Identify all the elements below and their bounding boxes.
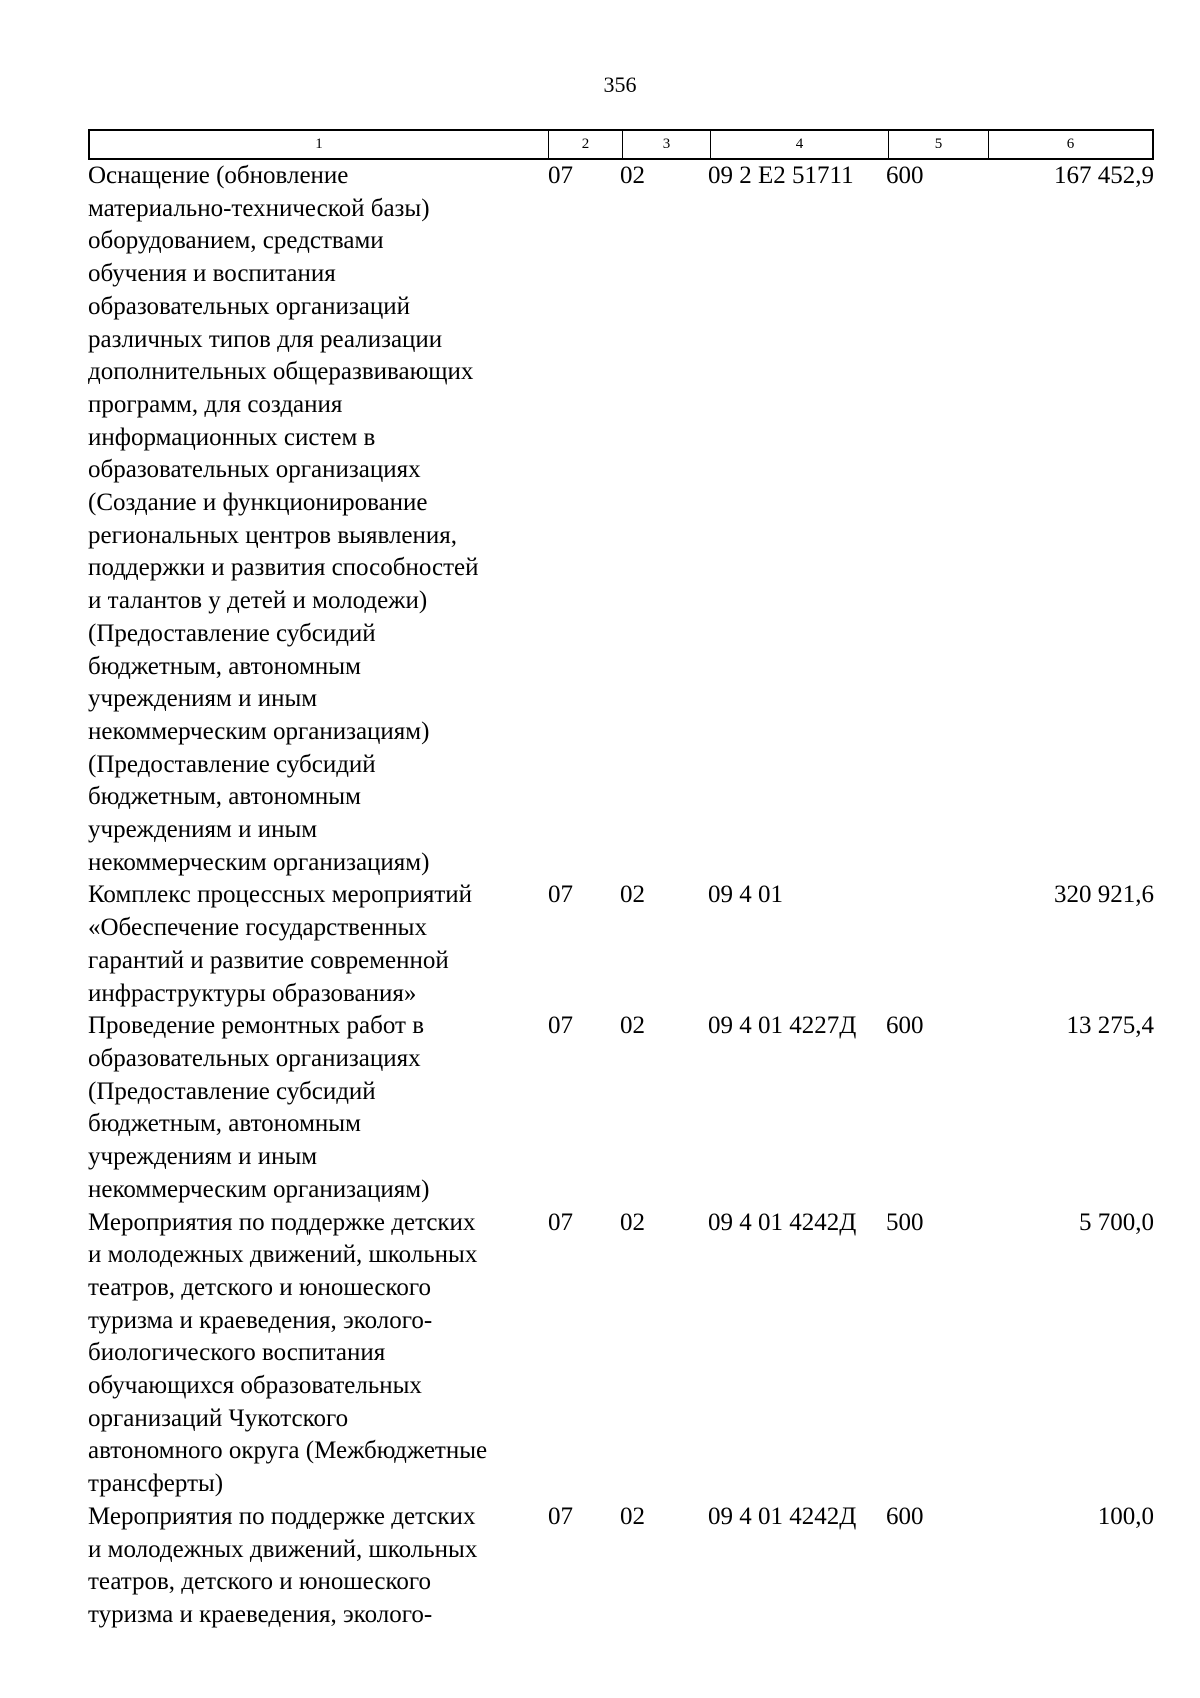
row-amount: 320 921,6 bbox=[1054, 881, 1154, 909]
page-number: 356 bbox=[603, 72, 637, 97]
row-target-article: 09 4 01 bbox=[708, 881, 783, 909]
row-expense-type: 600 bbox=[886, 162, 924, 189]
table-header bbox=[88, 129, 1154, 160]
table-row bbox=[88, 879, 1154, 1010]
row-target-article: 09 4 01 4227Д bbox=[708, 1012, 857, 1040]
row-name: Комплекс процессных мероприятий «Обеспечение государственных гарантий и развитие современной инфраструктуры образования» bbox=[88, 881, 473, 1007]
header-col-4: 4 bbox=[711, 131, 889, 158]
row-subsection: 02 bbox=[620, 162, 645, 189]
row-expense-type: 500 bbox=[886, 1208, 924, 1236]
row-section: 07 bbox=[548, 881, 573, 909]
row-subsection: 02 bbox=[620, 881, 645, 909]
row-subsection: 02 bbox=[620, 1502, 645, 1530]
header-col-2: 2 bbox=[549, 131, 623, 158]
table-row bbox=[88, 1207, 1154, 1501]
row-target-article: 09 4 01 4242Д bbox=[708, 1502, 857, 1530]
row-amount: 13 275,4 bbox=[1066, 1012, 1154, 1040]
row-section: 07 bbox=[548, 1208, 573, 1236]
row-expense-type: 600 bbox=[886, 1012, 924, 1040]
table-row bbox=[88, 1010, 1154, 1206]
row-section: 07 bbox=[548, 162, 573, 189]
row-amount: 100,0 bbox=[1097, 1502, 1154, 1530]
table-body bbox=[88, 160, 1154, 1632]
row-subsection: 02 bbox=[620, 1208, 645, 1236]
row-amount: 167 452,9 bbox=[1054, 162, 1154, 189]
row-section: 07 bbox=[548, 1012, 573, 1040]
header-col-3: 3 bbox=[623, 131, 711, 158]
row-name: Оснащение (обновление материально-технической базы) оборудованием, средствами обучения и воспитания образовательных организаций различных типов для реализации дополнительных общеразвивающих программ, для создания информационных систем в образовательных организациях (Создание и функционирование региональных центров выявления, поддержки и развития способностей и талантов у детей и молодежи) (Предоставление субсидий бюджетным, автономным учреждениям и иным некоммерческим организациям) (Предоставление субсидий бюджетным, автономным учреждениям и иным некоммерческим организациям) bbox=[88, 162, 479, 876]
row-target-article: 09 2 Е2 51711 bbox=[708, 162, 854, 189]
header-col-5: 5 bbox=[889, 131, 989, 158]
row-section: 07 bbox=[548, 1502, 573, 1530]
row-name: Мероприятия по поддержке детских и молодежных движений, школьных театров, детского и юношеского туризма и краеведения, эколого- bbox=[88, 1502, 478, 1628]
header-col-1: 1 bbox=[90, 131, 549, 158]
header-col-6: 6 bbox=[1066, 136, 1075, 152]
row-name: Проведение ремонтных работ в образовательных организациях (Предоставление субсидий бюджетным, автономным учреждениям и иным некоммерческим организациям) bbox=[88, 1012, 430, 1203]
table-row bbox=[88, 160, 1154, 879]
row-target-article: 09 4 01 4242Д bbox=[708, 1208, 857, 1236]
row-name: Мероприятия по поддержке детских и молодежных движений, школьных театров, детского и юношеского туризма и краеведения, эколого- биологического воспитания обучающихся образовательных организаций Чукотского автономного округа (Межбюджетные трансферты) bbox=[88, 1208, 488, 1498]
table-row bbox=[88, 1501, 1154, 1632]
row-amount: 5 700,0 bbox=[1079, 1208, 1154, 1236]
row-subsection: 02 bbox=[620, 1012, 645, 1040]
row-expense-type: 600 bbox=[886, 1502, 924, 1530]
row-expense-type bbox=[886, 879, 986, 1010]
